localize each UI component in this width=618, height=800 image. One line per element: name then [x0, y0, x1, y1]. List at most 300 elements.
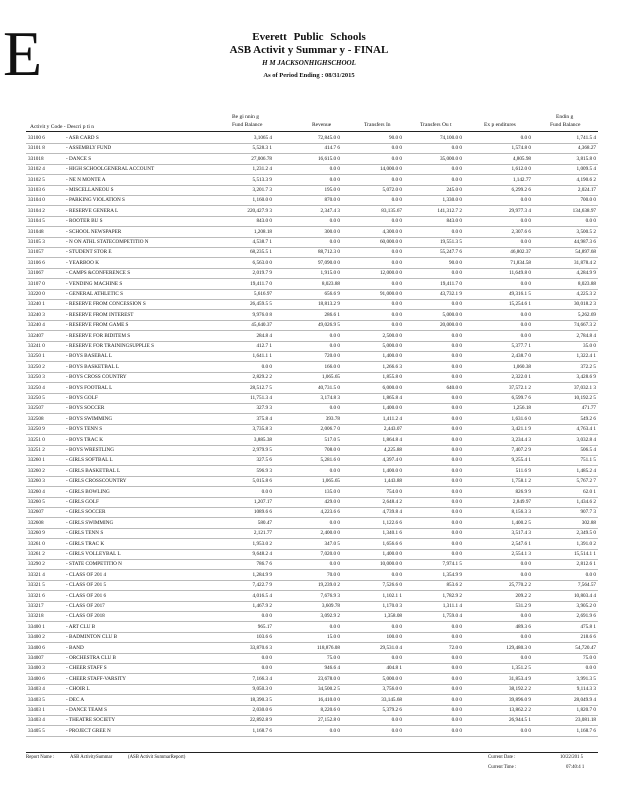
- activity-description: - NE N MONTE A: [66, 176, 106, 183]
- row-rule: [26, 476, 598, 477]
- ending-balance: 4,763.4 1: [576, 426, 596, 433]
- beginning-balance: 5,015.8 6: [252, 478, 272, 485]
- ending-balance: 302.88: [581, 519, 596, 526]
- row-rule: [26, 278, 598, 279]
- expenditures: 1,758.1 2: [511, 478, 531, 485]
- revenue: 3,092.9 2: [320, 613, 340, 620]
- table-row: [0, 468, 618, 478]
- revenue: 517.0 5: [324, 436, 340, 443]
- table-row: [0, 686, 618, 696]
- expenditures: 1,060.38: [512, 363, 531, 370]
- expenditures: 13,862.2 2: [508, 707, 531, 713]
- activity-code: 33220 0: [28, 291, 45, 297]
- table-row: [0, 499, 618, 509]
- transfers-out: 0.0 0: [451, 686, 462, 693]
- row-rule: [26, 632, 598, 633]
- expenditures: 1,142.77: [512, 176, 531, 183]
- ending-balance: 2,024.17: [577, 187, 596, 193]
- table-row: [0, 634, 618, 644]
- ending-balance: 549.2 6: [580, 415, 596, 422]
- expenditures: 8,156.3 3: [511, 509, 531, 516]
- activity-code: 33260 3: [28, 478, 45, 485]
- transfers-in: 1,340.1 6: [382, 530, 402, 537]
- row-rule: [26, 455, 598, 456]
- transfers-out: 0.0 0: [451, 551, 462, 557]
- activity-description: - THEATRE SOCIETY: [66, 717, 116, 724]
- ending-balance: 3,815.8 0: [576, 155, 596, 162]
- transfers-in: 0.0 0: [391, 249, 402, 256]
- ending-balance: 134,638.97: [572, 207, 596, 214]
- expenditures: 25,770.2 2: [508, 582, 531, 589]
- row-rule: [26, 673, 598, 674]
- row-rule: [26, 559, 598, 560]
- transfers-in: 5,379.2 6: [382, 707, 402, 713]
- transfers-in: 0.0 0: [391, 322, 402, 329]
- transfers-out: 0.0 0: [451, 623, 462, 630]
- beginning-balance: 4,538.7 1: [252, 239, 272, 245]
- revenue: 0.0 0: [329, 519, 340, 526]
- activity-code: 33403 4: [28, 717, 45, 724]
- table-row: [0, 613, 618, 623]
- expenditures: 0.0 0: [520, 655, 531, 661]
- row-rule: [26, 413, 598, 414]
- transfers-out: 0.0 0: [451, 270, 462, 277]
- table-row: [0, 582, 618, 592]
- activity-code: 331067: [28, 270, 44, 277]
- activity-code: 33251 0: [28, 436, 45, 443]
- ending-balance: 1,434.6 2: [576, 499, 596, 505]
- header-rule: [26, 131, 598, 132]
- row-rule: [26, 299, 598, 300]
- revenue: 97,090.0 0: [317, 259, 340, 266]
- table-row: [0, 437, 618, 447]
- revenue: 19,239.0 2: [317, 582, 340, 589]
- col-header-beginning: Be gi nnin g: [232, 114, 260, 120]
- activity-code: 33400 2: [28, 634, 45, 641]
- beginning-balance: 3,1065 4: [253, 135, 272, 141]
- ending-balance: 5,767.2 7: [576, 478, 596, 485]
- revenue: 720.0 0: [324, 353, 340, 360]
- ending-balance: 751.1 5: [580, 457, 596, 464]
- transfers-out: 0.0 0: [451, 426, 462, 433]
- revenue: 1,065.65: [321, 478, 340, 485]
- expenditures: 26,944.5 1: [508, 717, 531, 724]
- activity-code: 33251 2: [28, 447, 45, 453]
- beginning-balance: 7,166.3 4: [252, 675, 272, 682]
- transfers-out: 0.0 0: [451, 675, 462, 682]
- activity-description: - CLASS OF 201 6: [66, 592, 107, 599]
- table-row: [0, 416, 618, 426]
- revenue: 49,026.9 5: [317, 322, 340, 329]
- col-header-activity: Activit y Code - Descri p ti n: [30, 124, 95, 130]
- transfers-in: 4,397.4 0: [382, 457, 402, 464]
- table-row: [0, 728, 618, 738]
- revenue: 0.0 0: [329, 623, 340, 630]
- transfers-in: 1,443.88: [383, 478, 402, 485]
- activity-description: - BOYS SWIMMING: [66, 415, 113, 422]
- expenditures: 1,574.8 0: [511, 145, 531, 152]
- transfers-out: 0.0 0: [451, 696, 462, 703]
- expenditures: 0.0 0: [520, 197, 531, 204]
- revenue: 0.0 0: [329, 727, 340, 734]
- beginning-balance: 18,390.3 5: [249, 696, 272, 703]
- table-row: [0, 551, 618, 561]
- expenditures: 0.0 0: [520, 239, 531, 245]
- expenditures: 5,377.7 1: [511, 343, 531, 349]
- ending-balance: 3,991.3 5: [576, 675, 596, 682]
- activity-description: - SCHOOL NEWSPAPER: [66, 228, 122, 235]
- ending-balance: 35.0 0: [583, 343, 596, 349]
- activity-code: 33240 3: [28, 311, 45, 318]
- activity-code: 33260 5: [28, 499, 45, 505]
- revenue: 195.0 0: [324, 187, 340, 193]
- row-rule: [26, 705, 598, 706]
- expenditures: 0.0 0: [520, 218, 531, 225]
- col-header-revenue: Revenue: [312, 122, 332, 128]
- activity-description: - BOYS SOCCER: [66, 405, 105, 412]
- row-rule: [26, 517, 598, 518]
- transfers-out: 0.0 0: [451, 519, 462, 526]
- revenue: 347.0 5: [324, 540, 340, 547]
- revenue: 4,223.6 6: [320, 509, 340, 516]
- ending-balance: 9,114.3 3: [576, 686, 596, 693]
- revenue: 166.0 0: [324, 363, 340, 370]
- activity-code: 33403 4: [28, 686, 45, 693]
- row-rule: [26, 434, 598, 435]
- beginning-balance: 1,231.2 4: [252, 166, 272, 173]
- row-rule: [26, 486, 598, 487]
- expenditures: 0.0 0: [520, 332, 531, 339]
- transfers-in: 100.0 0: [386, 634, 402, 641]
- expenditures: 3,234.4 3: [511, 436, 531, 443]
- transfers-out: 1,782.9 2: [442, 592, 462, 599]
- activity-code: 33400 1: [28, 623, 45, 630]
- beginning-balance: 9,648.2 4: [252, 551, 272, 557]
- activity-description: - RESERVE FROM INTEREST: [66, 311, 134, 318]
- table-row: [0, 405, 618, 415]
- beginning-balance: 0.0 0: [261, 488, 272, 495]
- row-rule: [26, 663, 598, 664]
- expenditures: 0.0 0: [520, 571, 531, 578]
- transfers-out: 0.0 0: [451, 634, 462, 641]
- activity-description: - CLASS OF 201 4: [66, 571, 107, 578]
- transfers-out: 1,354.9 9: [442, 571, 462, 578]
- row-rule: [26, 237, 598, 238]
- organization-name: Everett Public Schools: [252, 31, 366, 43]
- table-row: [0, 208, 618, 218]
- activity-code: 33240 4: [28, 322, 45, 329]
- ending-balance: 3,500.5 2: [576, 228, 596, 235]
- transfers-out: 0.0 0: [451, 467, 462, 474]
- transfers-out: 843.0 0: [446, 218, 462, 225]
- ending-balance: 62.0 1: [583, 488, 596, 495]
- beginning-balance: 22,892.8 9: [249, 717, 272, 724]
- revenue: 3,609.78: [321, 603, 340, 609]
- transfers-in: 0.0 0: [391, 301, 402, 308]
- transfers-in: 0.0 0: [391, 145, 402, 152]
- expenditures: 1,256.18: [512, 405, 531, 412]
- table-row: [0, 260, 618, 270]
- expenditures: 0.0 0: [520, 634, 531, 641]
- row-rule: [26, 393, 598, 394]
- transfers-out: 640.0 0: [446, 384, 462, 391]
- activity-description: - DEC A: [66, 696, 85, 703]
- activity-description: - CLASS OF 201 5: [66, 582, 107, 589]
- beginning-balance: 1,641.1 1: [252, 353, 272, 360]
- activity-code: 33104 2: [28, 207, 45, 214]
- activity-description: - DANCE TEAM S: [66, 707, 107, 713]
- activity-code: 33250 9: [28, 426, 45, 433]
- activity-description: - HIGH SCHOOLGENERAL ACCOUNT: [66, 166, 155, 173]
- expenditures: 1,351.2 5: [511, 665, 531, 672]
- revenue: 7,676.9 3: [320, 592, 340, 599]
- footer-time-label: Current Time :: [488, 765, 517, 770]
- ending-balance: 4,368.27: [577, 145, 596, 152]
- row-rule: [26, 174, 598, 175]
- row-rule: [26, 372, 598, 373]
- transfers-out: 0.0 0: [451, 499, 462, 505]
- ending-balance: 54,897.68: [575, 249, 596, 256]
- row-rule: [26, 195, 598, 196]
- ending-balance: 218.6 6: [580, 634, 596, 641]
- revenue: 118,876.08: [316, 644, 340, 651]
- activity-code: 33250 5: [28, 395, 45, 401]
- table-row: [0, 301, 618, 311]
- ending-balance: 31,878.4 2: [573, 259, 596, 266]
- activity-description: - CHEER STAFF-VARSITY: [66, 675, 127, 682]
- transfers-out: 0.0 0: [451, 540, 462, 547]
- beginning-balance: 6,563.0 0: [252, 259, 272, 266]
- table-row: [0, 478, 618, 488]
- transfers-out: 0.0 0: [451, 228, 462, 235]
- transfers-in: 1,855.8 0: [382, 374, 402, 381]
- table-row: [0, 187, 618, 197]
- col-header-transfers-out: Transfers Ou t: [420, 122, 452, 128]
- table-row: [0, 520, 618, 530]
- revenue: 0.0 0: [329, 332, 340, 339]
- beginning-balance: 965.17: [257, 623, 272, 630]
- transfers-in: 1,400.0 0: [382, 353, 402, 360]
- activity-code: 33103 6: [28, 187, 45, 193]
- transfers-out: 0.0 0: [451, 176, 462, 183]
- activity-description: - ROOTER BU S: [66, 218, 103, 225]
- activity-code: 33321 6: [28, 592, 45, 599]
- ending-balance: 10,803.4 4: [573, 592, 596, 599]
- expenditures: 4,805.98: [512, 155, 531, 162]
- activity-code: 33102 5: [28, 176, 45, 183]
- activity-code: 33102 4: [28, 166, 45, 173]
- transfers-out: 141,312.7 2: [437, 207, 462, 214]
- footer-report-label: Report Name :: [26, 755, 55, 760]
- table-row: [0, 374, 618, 384]
- expenditures: 31,853.4 9: [508, 675, 531, 682]
- ending-balance: 4,225.3 2: [576, 291, 596, 297]
- transfers-out: 0.0 0: [451, 436, 462, 443]
- table-row: [0, 624, 618, 634]
- table-row: [0, 489, 618, 499]
- table-row: [0, 353, 618, 363]
- activity-description: - CLASS OF 2017: [66, 603, 105, 609]
- beginning-balance: 0.0 0: [261, 613, 272, 620]
- beginning-balance: 1,284.9 9: [252, 571, 272, 578]
- activity-description: - ART CLU B: [66, 623, 96, 630]
- beginning-balance: 5,513.3 9: [252, 176, 272, 183]
- revenue: 429.0 0: [324, 499, 340, 505]
- ending-balance: 1,168.7 6: [576, 727, 596, 734]
- activity-code: 33321 5: [28, 582, 45, 589]
- transfers-in: 33,145.68: [381, 696, 402, 703]
- transfers-in: 0.0 0: [391, 571, 402, 578]
- activity-description: - DANCE S: [66, 155, 92, 162]
- table-row: [0, 707, 618, 717]
- transfers-out: 0.0 0: [451, 374, 462, 381]
- revenue: 656.6 9: [324, 291, 340, 297]
- activity-code: 33400 6: [28, 644, 45, 651]
- transfers-in: 7,526.6 0: [382, 582, 402, 589]
- beginning-balance: 2,019.7 9: [252, 270, 272, 277]
- expenditures: 826.9 9: [515, 488, 531, 495]
- activity-description: - BOYS WRESTLING: [66, 447, 115, 453]
- row-rule: [26, 268, 598, 269]
- beginning-balance: 220,427.9 3: [247, 207, 272, 214]
- table-row: [0, 697, 618, 707]
- transfers-in: 0.0 0: [391, 280, 402, 287]
- activity-code: 33321 4: [28, 571, 45, 578]
- transfers-out: 35,000.0 0: [439, 155, 462, 162]
- activity-description: - GIRLS SOFTBAL L: [66, 457, 113, 464]
- table-row: [0, 385, 618, 395]
- activity-description: - GIRLS SWIMMING: [66, 519, 114, 526]
- beginning-balance: 26,459.5 5: [249, 301, 272, 308]
- transfers-in: 10,000.0 0: [379, 561, 402, 568]
- activity-code: 33290 2: [28, 561, 45, 568]
- row-rule: [26, 736, 598, 737]
- beginning-balance: 5,616.97: [253, 291, 272, 297]
- revenue: 0.0 0: [329, 218, 340, 225]
- row-rule: [26, 382, 598, 383]
- transfers-in: 5,000.0 0: [382, 343, 402, 349]
- beginning-balance: 0.0 0: [261, 655, 272, 661]
- expenditures: 0.0 0: [520, 561, 531, 568]
- activity-code: 33101 8: [28, 145, 45, 152]
- table-row: [0, 509, 618, 519]
- expenditures: 71,834.58: [510, 259, 531, 266]
- table-row: [0, 145, 618, 155]
- activity-description: - BOYS TRAC K: [66, 436, 103, 443]
- revenue: 0.0 0: [329, 176, 340, 183]
- activity-description: - BOYS GOLF: [66, 395, 98, 401]
- district-logo-letter: E: [3, 18, 43, 89]
- revenue: 5,281.6 0: [320, 457, 340, 464]
- transfers-in: 404.8 1: [386, 665, 402, 672]
- ending-balance: 700.0 0: [580, 197, 596, 204]
- row-rule: [26, 497, 598, 498]
- revenue: 75.0 0: [327, 655, 340, 661]
- ending-balance: 7,564.57: [577, 582, 596, 589]
- revenue: 27,152.8 0: [317, 717, 340, 724]
- table-row: [0, 364, 618, 374]
- transfers-out: 7,974.1 5: [442, 561, 462, 568]
- table-row: [0, 333, 618, 343]
- expenditures: 6,599.7 6: [511, 395, 531, 401]
- activity-code: 33250 3: [28, 374, 45, 381]
- expenditures: 49,316.1 5: [508, 291, 531, 297]
- transfers-out: 0.0 0: [451, 145, 462, 152]
- transfers-in: 2,648.4 2: [382, 499, 402, 505]
- footer-time: 07:40:4 1: [566, 765, 585, 770]
- activity-code: 333218: [28, 613, 44, 620]
- ending-balance: 0.0 0: [585, 665, 596, 672]
- expenditures: 2,554.1 3: [511, 551, 531, 557]
- activity-description: - CLASS OF 2018: [66, 613, 105, 620]
- row-rule: [26, 569, 598, 570]
- activity-description: - ASSEMBLY FUND: [66, 145, 112, 152]
- ending-balance: 2,349.5 0: [576, 530, 596, 537]
- activity-description: - GIRLS VOLLEYBAL L: [66, 551, 121, 557]
- activity-description: - YEARBOO K: [66, 259, 99, 266]
- activity-code: 33100 6: [28, 135, 45, 141]
- revenue: 0.0 0: [329, 239, 340, 245]
- expenditures: 511.6 9: [515, 467, 531, 474]
- activity-code: 33240 1: [28, 301, 45, 308]
- revenue: 88,712.3 0: [317, 249, 340, 256]
- transfers-in: 1,358.08: [383, 613, 402, 620]
- ending-balance: 372.2 5: [580, 363, 596, 370]
- transfers-in: 0.0 0: [391, 176, 402, 183]
- activity-description: - BOYS BASEBAL L: [66, 353, 113, 360]
- expenditures: 3,517.4 3: [511, 530, 531, 537]
- beginning-balance: 327.9 3: [256, 405, 272, 412]
- transfers-in: 0.0 0: [391, 623, 402, 630]
- activity-description: - STATE COMPETITIO N: [66, 561, 122, 568]
- table-row: [0, 135, 618, 145]
- transfers-out: 0.0 0: [451, 405, 462, 412]
- activity-description: - GIRLS BOWLING: [66, 488, 110, 495]
- table-row: [0, 343, 618, 353]
- table-row: [0, 281, 618, 291]
- beginning-balance: 327.5 6: [256, 457, 272, 464]
- transfers-in: 1,865.8 4: [382, 395, 402, 401]
- ending-balance: 8,023.88: [577, 280, 596, 287]
- expenditures: 37,572.1 2: [508, 384, 531, 391]
- table-row: [0, 447, 618, 457]
- activity-description: - BAND: [66, 644, 84, 651]
- beginning-balance: 7,422.7 9: [252, 582, 272, 589]
- beginning-balance: 3,735.8 3: [252, 426, 272, 433]
- activity-description: - BOYS FOOTBAL L: [66, 384, 113, 391]
- revenue: 2,006.7 0: [320, 426, 340, 433]
- activity-code: 33403 1: [28, 707, 45, 713]
- transfers-out: 0.0 0: [451, 478, 462, 485]
- ending-balance: 75.0 0: [583, 655, 596, 661]
- transfers-in: 0.0 0: [391, 155, 402, 162]
- beginning-balance: 1,208.18: [253, 228, 272, 235]
- transfers-out: 0.0 0: [451, 301, 462, 308]
- activity-code: 33106 6: [28, 259, 45, 266]
- ending-balance: 4,284.9 9: [576, 270, 596, 277]
- table-row: [0, 457, 618, 467]
- table-row: [0, 530, 618, 540]
- footer-date: 10/22/201 5: [560, 755, 584, 760]
- beginning-balance: 1,160.0 0: [252, 197, 272, 204]
- transfers-in: 0.0 0: [391, 727, 402, 734]
- revenue: 0.0 0: [329, 405, 340, 412]
- table-row: [0, 395, 618, 405]
- expenditures: 46,802.37: [510, 249, 531, 256]
- activity-code: 33107 0: [28, 280, 45, 287]
- table-row: [0, 291, 618, 301]
- transfers-out: 19,551.3 5: [439, 239, 462, 245]
